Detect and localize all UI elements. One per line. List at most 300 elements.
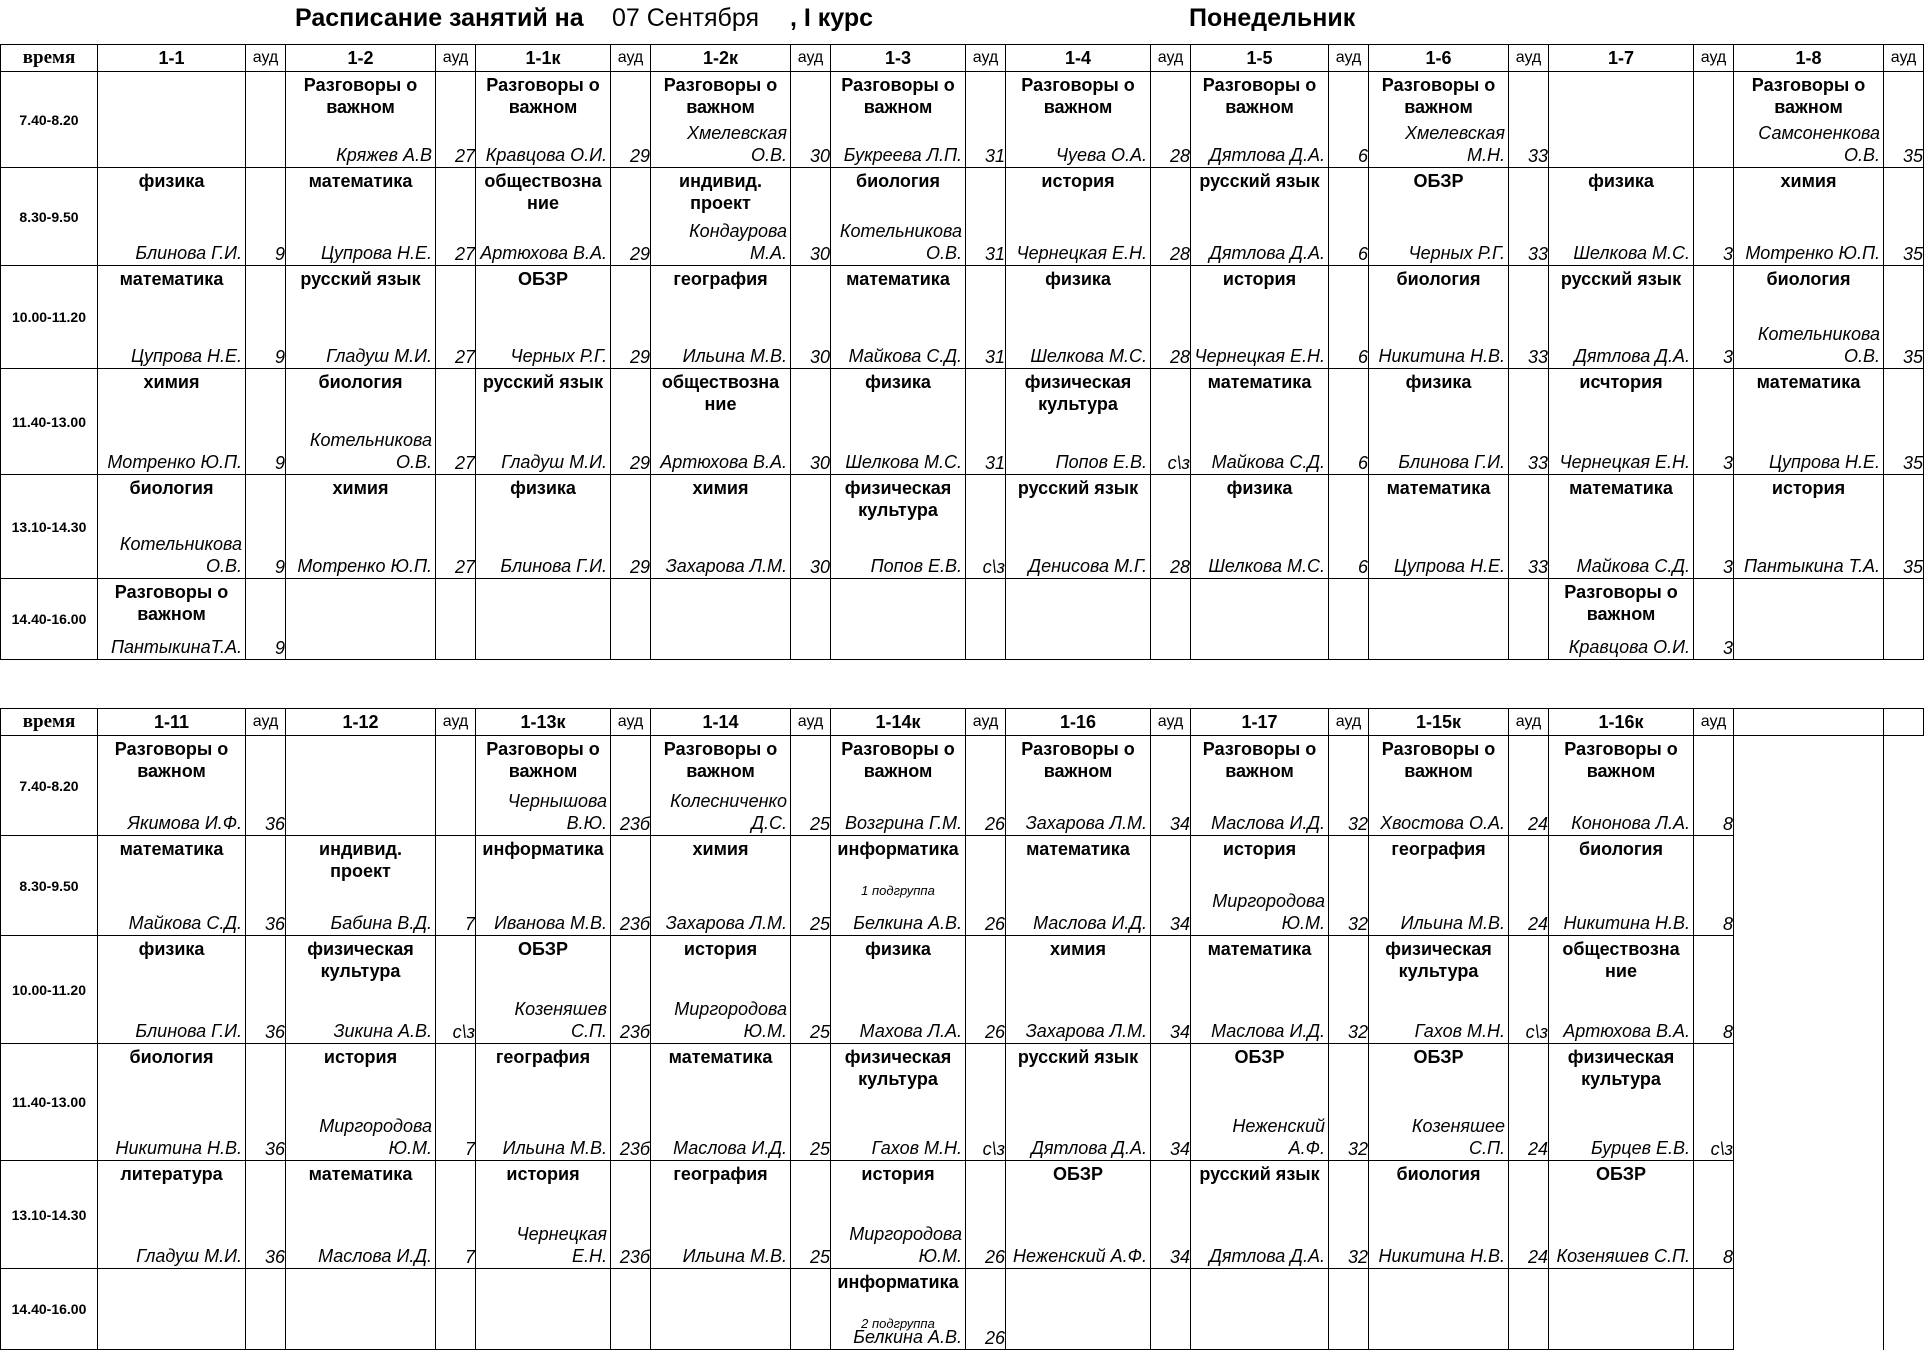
- teacher-name: Блинова Г.И.: [1398, 452, 1505, 472]
- room-number: 6: [1329, 369, 1369, 475]
- room-number: 32: [1329, 836, 1369, 936]
- group-header: 1-14: [651, 709, 791, 736]
- room-number: 8: [1694, 1161, 1734, 1269]
- lesson-cell: [1006, 168, 1151, 266]
- lesson-cell: [98, 168, 246, 266]
- room-header: ауд: [1884, 45, 1924, 72]
- room-number: 33: [1509, 475, 1549, 579]
- room-number: 34: [1151, 736, 1191, 836]
- teacher-name: Зикина А.В.: [333, 1021, 432, 1041]
- lesson-cell: [1549, 1269, 1694, 1350]
- lesson-cell: [831, 1269, 966, 1350]
- teacher-name: Чернецкая Е.Н.: [1194, 346, 1325, 366]
- teacher-name: Самсоненкова О.В.: [1758, 123, 1880, 165]
- teacher-name: Кравцова О.И.: [485, 145, 607, 165]
- lesson-time: 14.40-16.00: [1, 1269, 98, 1350]
- teacher-name: Маслова И.Д.: [318, 1246, 432, 1266]
- room-number: 30: [791, 72, 831, 168]
- room-header: ауд: [1509, 709, 1549, 736]
- subject-name: русский язык: [482, 372, 604, 392]
- lesson-cell: [1191, 1044, 1329, 1161]
- lesson-cell: [476, 475, 611, 579]
- room-number: 34: [1151, 836, 1191, 936]
- teacher-name: Никитина Н.В.: [1378, 346, 1505, 366]
- room-number: 35: [1884, 266, 1924, 369]
- subject-name: история: [1222, 269, 1297, 289]
- teacher-name: Ильина М.В.: [502, 1138, 607, 1158]
- group-header: 1-15к: [1369, 709, 1509, 736]
- teacher-name: Колесниченко Д.С.: [670, 791, 787, 833]
- lesson-cell: [1369, 168, 1509, 266]
- subject-name: физика: [510, 478, 576, 498]
- room-number: 35: [1884, 369, 1924, 475]
- subject-name: математика: [1207, 939, 1312, 959]
- lesson-row: [1, 475, 1924, 579]
- teacher-name: Маслова И.Д.: [1211, 813, 1325, 833]
- empty-cell: [1884, 736, 1924, 836]
- room-number: 32: [1329, 736, 1369, 836]
- teacher-name: Блинова Г.И.: [500, 556, 607, 576]
- teacher-name: Майкова С.Д.: [848, 346, 962, 366]
- room-number: [1884, 579, 1924, 660]
- lesson-row: [1, 579, 1924, 660]
- lesson-cell: [1369, 1269, 1509, 1350]
- teacher-name: Цупрова Н.Е.: [1393, 556, 1505, 576]
- group-header: 1-5: [1191, 45, 1329, 72]
- room-number: [436, 736, 476, 836]
- subject-name: ОБЗР: [1234, 1047, 1285, 1067]
- lesson-cell: [476, 266, 611, 369]
- room-number: 30: [791, 369, 831, 475]
- teacher-name: Маслова И.Д.: [673, 1138, 787, 1158]
- lesson-cell: [1549, 475, 1694, 579]
- room-number: 36: [246, 736, 286, 836]
- room-number: [1694, 1269, 1734, 1350]
- lesson-cell: [476, 836, 611, 936]
- empty-cell: [1734, 936, 1884, 1044]
- subject-name: физическая культура: [307, 939, 414, 981]
- lesson-cell: [1006, 736, 1151, 836]
- subject-name: Разговоры о важном: [114, 582, 229, 624]
- lesson-cell: [1734, 369, 1884, 475]
- teacher-name: Цупрова Н.Е.: [1768, 452, 1880, 472]
- subject-name: история: [323, 1047, 398, 1067]
- room-header: ауд: [1151, 709, 1191, 736]
- schedule-date: 07 Сентября: [612, 4, 759, 32]
- room-number: с\з: [1151, 369, 1191, 475]
- lesson-cell: [476, 1044, 611, 1161]
- lesson-cell: [651, 475, 791, 579]
- lesson-cell: [831, 168, 966, 266]
- lesson-cell: [286, 1044, 436, 1161]
- lesson-cell: [831, 72, 966, 168]
- subject-name: математика: [119, 839, 224, 859]
- room-number: 25: [791, 936, 831, 1044]
- lesson-cell: [1734, 168, 1884, 266]
- room-number: 7: [436, 1161, 476, 1269]
- lesson-cell: [1006, 1269, 1151, 1350]
- subject-name: ОБЗР: [1413, 1047, 1464, 1067]
- room-number: [246, 72, 286, 168]
- lesson-cell: [1369, 1044, 1509, 1161]
- teacher-name: Котельникова О.В.: [119, 534, 242, 576]
- teacher-name: Черных Р.Г.: [1408, 243, 1505, 263]
- room-number: 27: [436, 369, 476, 475]
- teacher-name: Никитина Н.В.: [1563, 913, 1690, 933]
- lesson-cell: [1549, 369, 1694, 475]
- lesson-cell: [286, 579, 436, 660]
- room-number: 6: [1329, 168, 1369, 266]
- lesson-cell: [1191, 936, 1329, 1044]
- lesson-cell: [651, 168, 791, 266]
- subject-name: Разговоры о важном: [841, 739, 955, 781]
- lesson-cell: [286, 168, 436, 266]
- room-number: 23б: [611, 836, 651, 936]
- lesson-cell: [1734, 266, 1884, 369]
- lesson-row: [1, 1269, 1924, 1350]
- subject-name: Разговоры о важном: [1021, 75, 1135, 117]
- lesson-cell: [1549, 936, 1694, 1044]
- subject-name: история: [1771, 478, 1846, 498]
- lesson-cell: [651, 736, 791, 836]
- teacher-name: Хмелевская О.В.: [686, 123, 787, 165]
- lesson-time: 11.40-13.00: [1, 1044, 98, 1161]
- room-number: 3: [1694, 168, 1734, 266]
- room-number: 26: [966, 1161, 1006, 1269]
- room-number: 28: [1151, 72, 1191, 168]
- subject-name: география: [1391, 839, 1486, 859]
- teacher-name: Маслова И.Д.: [1211, 1021, 1325, 1041]
- lesson-cell: [831, 736, 966, 836]
- room-number: 24: [1509, 1161, 1549, 1269]
- teacher-name: Попов Е.В.: [1055, 452, 1147, 472]
- room-number: 9: [246, 475, 286, 579]
- teacher-name: Мотренко Ю.П.: [1745, 243, 1880, 263]
- subject-name: ОБЗР: [1596, 1164, 1646, 1184]
- teacher-name: Мотренко Ю.П.: [297, 556, 432, 576]
- room-number: [791, 1269, 831, 1350]
- room-number: 8: [1694, 936, 1734, 1044]
- room-number: 28: [1151, 266, 1191, 369]
- room-number: 28: [1151, 475, 1191, 579]
- lesson-cell: [1006, 72, 1151, 168]
- teacher-name: Чернецкая Е.Н.: [1016, 243, 1147, 263]
- lesson-cell: [651, 72, 791, 168]
- lesson-cell: [1549, 736, 1694, 836]
- teacher-name: Кравцова О.И.: [1568, 637, 1690, 657]
- lesson-cell: [651, 936, 791, 1044]
- subject-name: исчтория: [1579, 372, 1663, 392]
- room-number: 8: [1694, 836, 1734, 936]
- teacher-name: Блинова Г.И.: [135, 1021, 242, 1041]
- room-number: с\з: [966, 1044, 1006, 1161]
- room-number: 7: [436, 836, 476, 936]
- room-number: 3: [1694, 369, 1734, 475]
- lesson-time: 8.30-9.50: [1, 168, 98, 266]
- lesson-cell: [1191, 266, 1329, 369]
- subject-name: Разговоры о важном: [1564, 739, 1678, 781]
- teacher-name: Якимова И.Ф.: [127, 813, 242, 833]
- subject-name: химия: [1780, 171, 1837, 191]
- lesson-cell: [98, 736, 246, 836]
- subject-name: Разговоры о важном: [841, 75, 955, 117]
- empty-header: [1884, 709, 1924, 736]
- lesson-cell: [651, 1269, 791, 1350]
- subject-name: физика: [1045, 269, 1111, 289]
- lesson-cell: [286, 72, 436, 168]
- room-number: 9: [246, 369, 286, 475]
- lesson-cell: [98, 1269, 246, 1350]
- room-number: 30: [791, 475, 831, 579]
- room-number: [611, 579, 651, 660]
- teacher-name: Блинова Г.И.: [135, 243, 242, 263]
- empty-header: [1734, 709, 1884, 736]
- lesson-row: [1, 266, 1924, 369]
- room-header: ауд: [791, 45, 831, 72]
- lesson-cell: [1549, 1044, 1694, 1161]
- teacher-name: Ильина М.В.: [682, 346, 787, 366]
- lesson-time: 7.40-8.20: [1, 72, 98, 168]
- room-number: 31: [966, 369, 1006, 475]
- subject-name: обществозна ние: [661, 372, 780, 414]
- subject-name: Разговоры о важном: [1202, 75, 1317, 117]
- lesson-row: [1, 1161, 1924, 1269]
- room-header: ауд: [246, 709, 286, 736]
- room-number: 31: [966, 72, 1006, 168]
- teacher-name: Бабина В.Д.: [330, 913, 432, 933]
- subject-name: Разговоры о важном: [1381, 739, 1496, 781]
- teacher-name: Шелкова М.С.: [845, 452, 962, 472]
- subject-name: информатика: [482, 839, 604, 859]
- empty-cell: [1884, 1161, 1924, 1269]
- room-number: [1694, 72, 1734, 168]
- lesson-row: [1, 1044, 1924, 1161]
- room-number: 36: [246, 836, 286, 936]
- subject-name: ОБЗР: [518, 939, 568, 959]
- group-header: 1-11: [98, 709, 246, 736]
- teacher-name: Козеняшев С.П.: [514, 999, 607, 1041]
- lesson-cell: [831, 1161, 966, 1269]
- lesson-time: 13.10-14.30: [1, 1161, 98, 1269]
- room-number: 36: [246, 1044, 286, 1161]
- group-header: 1-4: [1006, 45, 1151, 72]
- empty-cell: [1884, 1269, 1924, 1350]
- room-number: 28: [1151, 168, 1191, 266]
- teacher-name: Белкина А.В.: [853, 913, 962, 933]
- room-number: [246, 1269, 286, 1350]
- subject-name: математика: [1026, 839, 1130, 859]
- teacher-name: Ильина М.В.: [682, 1246, 787, 1266]
- room-number: 23б: [611, 1044, 651, 1161]
- subject-name: физика: [138, 939, 205, 959]
- teacher-name: Хвостова О.А.: [1380, 813, 1505, 833]
- room-number: 26: [966, 936, 1006, 1044]
- room-number: 23б: [611, 936, 651, 1044]
- room-number: [791, 579, 831, 660]
- lesson-row: [1, 168, 1924, 266]
- teacher-name: Кряжев А.В: [336, 145, 432, 165]
- lesson-cell: [831, 579, 966, 660]
- teacher-name: Пантыкина Т.А.: [1743, 556, 1880, 576]
- room-number: 26: [966, 836, 1006, 936]
- lesson-cell: [1191, 1161, 1329, 1269]
- teacher-name: Гахов М.Н.: [871, 1138, 962, 1158]
- room-number: 36: [246, 1161, 286, 1269]
- subject-name: биология: [129, 1047, 214, 1067]
- teacher-name: Миргородова Ю.М.: [319, 1116, 432, 1158]
- teacher-name: Чуева О.А.: [1055, 145, 1147, 165]
- lesson-cell: [476, 168, 611, 266]
- room-number: 3: [1694, 266, 1734, 369]
- lesson-cell: [1191, 579, 1329, 660]
- teacher-name: Шелкова М.С.: [1030, 346, 1147, 366]
- teacher-name: Иванова М.В.: [494, 913, 607, 933]
- subject-name: биология: [1396, 1164, 1481, 1184]
- group-header: 1-12: [286, 709, 436, 736]
- lesson-time: 7.40-8.20: [1, 736, 98, 836]
- teacher-name: Чернышова В.Ю.: [507, 791, 607, 833]
- teacher-name: Попов Е.В.: [870, 556, 962, 576]
- teacher-name: Захарова Л.М.: [665, 913, 787, 933]
- lesson-cell: [476, 1269, 611, 1350]
- teacher-name: Захарова Л.М.: [665, 556, 787, 576]
- lesson-cell: [1369, 1161, 1509, 1269]
- teacher-name: Миргородова Ю.М.: [674, 999, 787, 1041]
- lesson-cell: [286, 266, 436, 369]
- lesson-cell: [98, 936, 246, 1044]
- schedule-title: Расписание занятий на: [295, 4, 584, 32]
- teacher-name: Гладуш М.И.: [136, 1246, 242, 1266]
- lesson-time: 10.00-11.20: [1, 936, 98, 1044]
- group-header: 1-3: [831, 45, 966, 72]
- lesson-cell: [1369, 579, 1509, 660]
- room-number: 24: [1509, 836, 1549, 936]
- room-number: [1509, 579, 1549, 660]
- lesson-cell: [1006, 836, 1151, 936]
- lesson-cell: [1734, 475, 1884, 579]
- room-number: 3: [1694, 579, 1734, 660]
- room-number: 29: [611, 72, 651, 168]
- teacher-name: Кононова Л.А.: [1571, 813, 1690, 833]
- lesson-cell: [831, 369, 966, 475]
- lesson-row: [1, 369, 1924, 475]
- teacher-name: Майкова С.Д.: [1576, 556, 1690, 576]
- teacher-name: Гахов М.Н.: [1414, 1021, 1505, 1041]
- group-header: 1-16к: [1549, 709, 1694, 736]
- teacher-name: Майкова С.Д.: [1211, 452, 1325, 472]
- room-number: 33: [1509, 369, 1549, 475]
- room-number: 9: [246, 168, 286, 266]
- room-number: 29: [611, 475, 651, 579]
- subject-name: математика: [1207, 372, 1312, 392]
- subject-name: биология: [1766, 269, 1851, 289]
- teacher-name: Чернецкая Е.Н.: [1559, 452, 1690, 472]
- teacher-name: Гладуш М.И.: [501, 452, 607, 472]
- lesson-time: 10.00-11.20: [1, 266, 98, 369]
- subject-name: ОБЗР: [1413, 171, 1464, 191]
- subject-name: физическая культура: [1385, 939, 1492, 981]
- subject-name: физика: [1405, 372, 1472, 392]
- subject-name: русский язык: [1560, 269, 1682, 289]
- subject-name: Разговоры о важном: [486, 739, 600, 781]
- room-number: 23б: [611, 1161, 651, 1269]
- subject-name: Разговоры о важном: [663, 75, 778, 117]
- teacher-name: Бурцев Е.В.: [1590, 1138, 1690, 1158]
- lesson-cell: [1191, 1269, 1329, 1350]
- room-number: 26: [966, 736, 1006, 836]
- lesson-cell: [1191, 369, 1329, 475]
- room-header: ауд: [1694, 45, 1734, 72]
- lesson-cell: [651, 369, 791, 475]
- time-header: время: [1, 45, 98, 72]
- group-header: 1-13к: [476, 709, 611, 736]
- lesson-cell: [476, 72, 611, 168]
- subject-name: обществозна ние: [1562, 939, 1680, 981]
- group-header: 1-1к: [476, 45, 611, 72]
- lesson-row: [1, 836, 1924, 936]
- empty-cell: [1734, 1269, 1884, 1350]
- lesson-cell: [1369, 475, 1509, 579]
- lesson-cell: [1006, 1044, 1151, 1161]
- room-header: ауд: [436, 709, 476, 736]
- subject-name: Разговоры о важном: [1751, 75, 1866, 117]
- room-number: с\з: [1694, 1044, 1734, 1161]
- subject-name: физическая культура: [1024, 372, 1132, 414]
- subject-name: химия: [692, 478, 749, 498]
- lesson-cell: [1549, 836, 1694, 936]
- subject-name: русский язык: [1199, 1164, 1320, 1184]
- room-number: 29: [611, 369, 651, 475]
- teacher-name: Артюхова В.А.: [480, 243, 607, 263]
- lesson-cell: [831, 936, 966, 1044]
- lesson-time: 8.30-9.50: [1, 836, 98, 936]
- room-number: 6: [1329, 266, 1369, 369]
- subject-name: Разговоры о важном: [114, 739, 229, 781]
- room-number: 29: [611, 168, 651, 266]
- teacher-name: Никитина Н.В.: [115, 1138, 242, 1158]
- room-number: 8: [1694, 736, 1734, 836]
- lesson-cell: [1006, 579, 1151, 660]
- subject-name: физика: [138, 171, 205, 191]
- room-number: [436, 579, 476, 660]
- empty-cell: [1734, 1044, 1884, 1161]
- subject-name: география: [673, 269, 768, 289]
- subject-name: Разговоры о важном: [1202, 739, 1317, 781]
- teacher-name: Дятлова Д.А.: [1209, 243, 1325, 263]
- room-header: ауд: [1694, 709, 1734, 736]
- subject-name: математика: [846, 269, 950, 289]
- lesson-cell: [1369, 736, 1509, 836]
- room-header: ауд: [791, 709, 831, 736]
- subject-name: химия: [1050, 939, 1106, 959]
- lesson-cell: [1734, 579, 1884, 660]
- room-header: ауд: [966, 709, 1006, 736]
- teacher-name: Котельникова О.В.: [1757, 324, 1880, 366]
- lesson-cell: [286, 836, 436, 936]
- group-header: 1-14к: [831, 709, 966, 736]
- room-number: 31: [966, 168, 1006, 266]
- subject-name: информатика: [837, 1272, 959, 1292]
- empty-cell: [1734, 836, 1884, 936]
- room-number: с\з: [1509, 936, 1549, 1044]
- lesson-cell: [1549, 72, 1694, 168]
- room-number: 34: [1151, 1044, 1191, 1161]
- lesson-cell: [651, 579, 791, 660]
- room-number: 32: [1329, 936, 1369, 1044]
- subject-name: Разговоры о важном: [303, 75, 418, 117]
- subject-name: химия: [332, 478, 389, 498]
- room-number: 29: [611, 266, 651, 369]
